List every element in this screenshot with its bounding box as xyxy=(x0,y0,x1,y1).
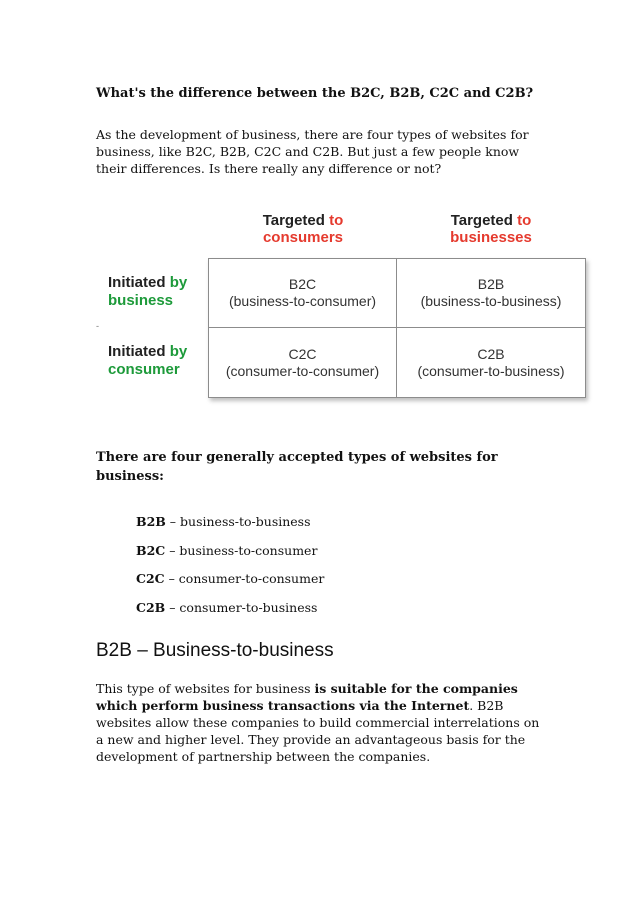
type-desc: – business-to-consumer xyxy=(165,542,318,558)
para-bold: is suitable for the companies which perform business transactions via the Internet xyxy=(96,681,518,713)
type-desc: – consumer-to-consumer xyxy=(164,571,325,586)
matrix-cell-c2c xyxy=(209,328,397,397)
col-header-accent: to xyxy=(329,212,344,229)
matrix-cell-b2b xyxy=(397,259,585,328)
section-paragraph xyxy=(96,680,546,765)
row-header-business xyxy=(108,274,187,310)
intro-paragraph: As the development of business, there are four types of websites for business, like B2C, B2B, C2C and C2B. But just a few people know their differences. Is there really any difference or not? xyxy=(96,127,529,176)
list-item xyxy=(136,594,324,623)
list-item xyxy=(136,537,324,566)
cell-code: B2B xyxy=(477,276,505,292)
cell-desc: (consumer-to-business) xyxy=(417,362,565,379)
row-header-lead: Initiated xyxy=(108,274,166,291)
para-text-2: . B2B websites allow these companies to build commercial interrelations on a new and higher level. They provide an advantageous basis for the development of partnership between the companies. xyxy=(96,698,540,764)
type-abbr: B2C xyxy=(136,542,166,558)
row-header-accent: by xyxy=(169,343,188,360)
cell-code: C2B xyxy=(477,345,505,362)
type-abbr: C2C xyxy=(136,571,165,586)
list-item xyxy=(136,508,324,537)
types-list xyxy=(136,508,324,622)
col-header-businesses xyxy=(406,212,576,246)
list-item xyxy=(136,565,324,594)
types-heading: There are four generally accepted types of websites for business: xyxy=(96,450,498,484)
col-header-tail: businesses xyxy=(450,229,532,246)
col-header-tail: consumers xyxy=(262,229,344,246)
col-header-consumers xyxy=(218,212,388,246)
cell-desc: (consumer-to-consumer) xyxy=(225,362,380,379)
para-text-1: This type of websites for business xyxy=(96,681,315,696)
cell-code: C2C xyxy=(288,345,317,362)
stray-mark: - xyxy=(96,322,100,332)
matrix-cell-c2b xyxy=(397,328,585,397)
page-heading: What's the difference between the B2C, B2B, C2C and C2B? xyxy=(96,86,534,101)
type-abbr: B2B xyxy=(136,514,166,529)
cell-desc: (business-to-consumer) xyxy=(228,293,377,309)
col-header-lead: Targeted xyxy=(450,212,513,229)
cell-desc: (business-to-business) xyxy=(420,293,562,309)
matrix-grid xyxy=(208,258,586,398)
col-header-accent: to xyxy=(517,212,532,229)
cell-code: B2C xyxy=(288,276,317,292)
type-desc: – consumer-to-business xyxy=(165,599,318,615)
row-header-lead: Initiated xyxy=(108,343,166,360)
type-abbr: C2B xyxy=(136,599,166,615)
row-header-tail: business xyxy=(108,292,174,309)
b2b-matrix-figure xyxy=(96,212,596,408)
type-desc: – business-to-business xyxy=(165,514,311,529)
row-header-tail: consumer xyxy=(108,361,180,378)
col-header-lead: Targeted xyxy=(262,212,325,229)
matrix-cell-b2c xyxy=(209,259,397,328)
row-header-accent: by xyxy=(169,274,188,291)
row-header-consumer xyxy=(108,343,187,379)
section-title: B2B – Business-to-business xyxy=(96,640,334,661)
